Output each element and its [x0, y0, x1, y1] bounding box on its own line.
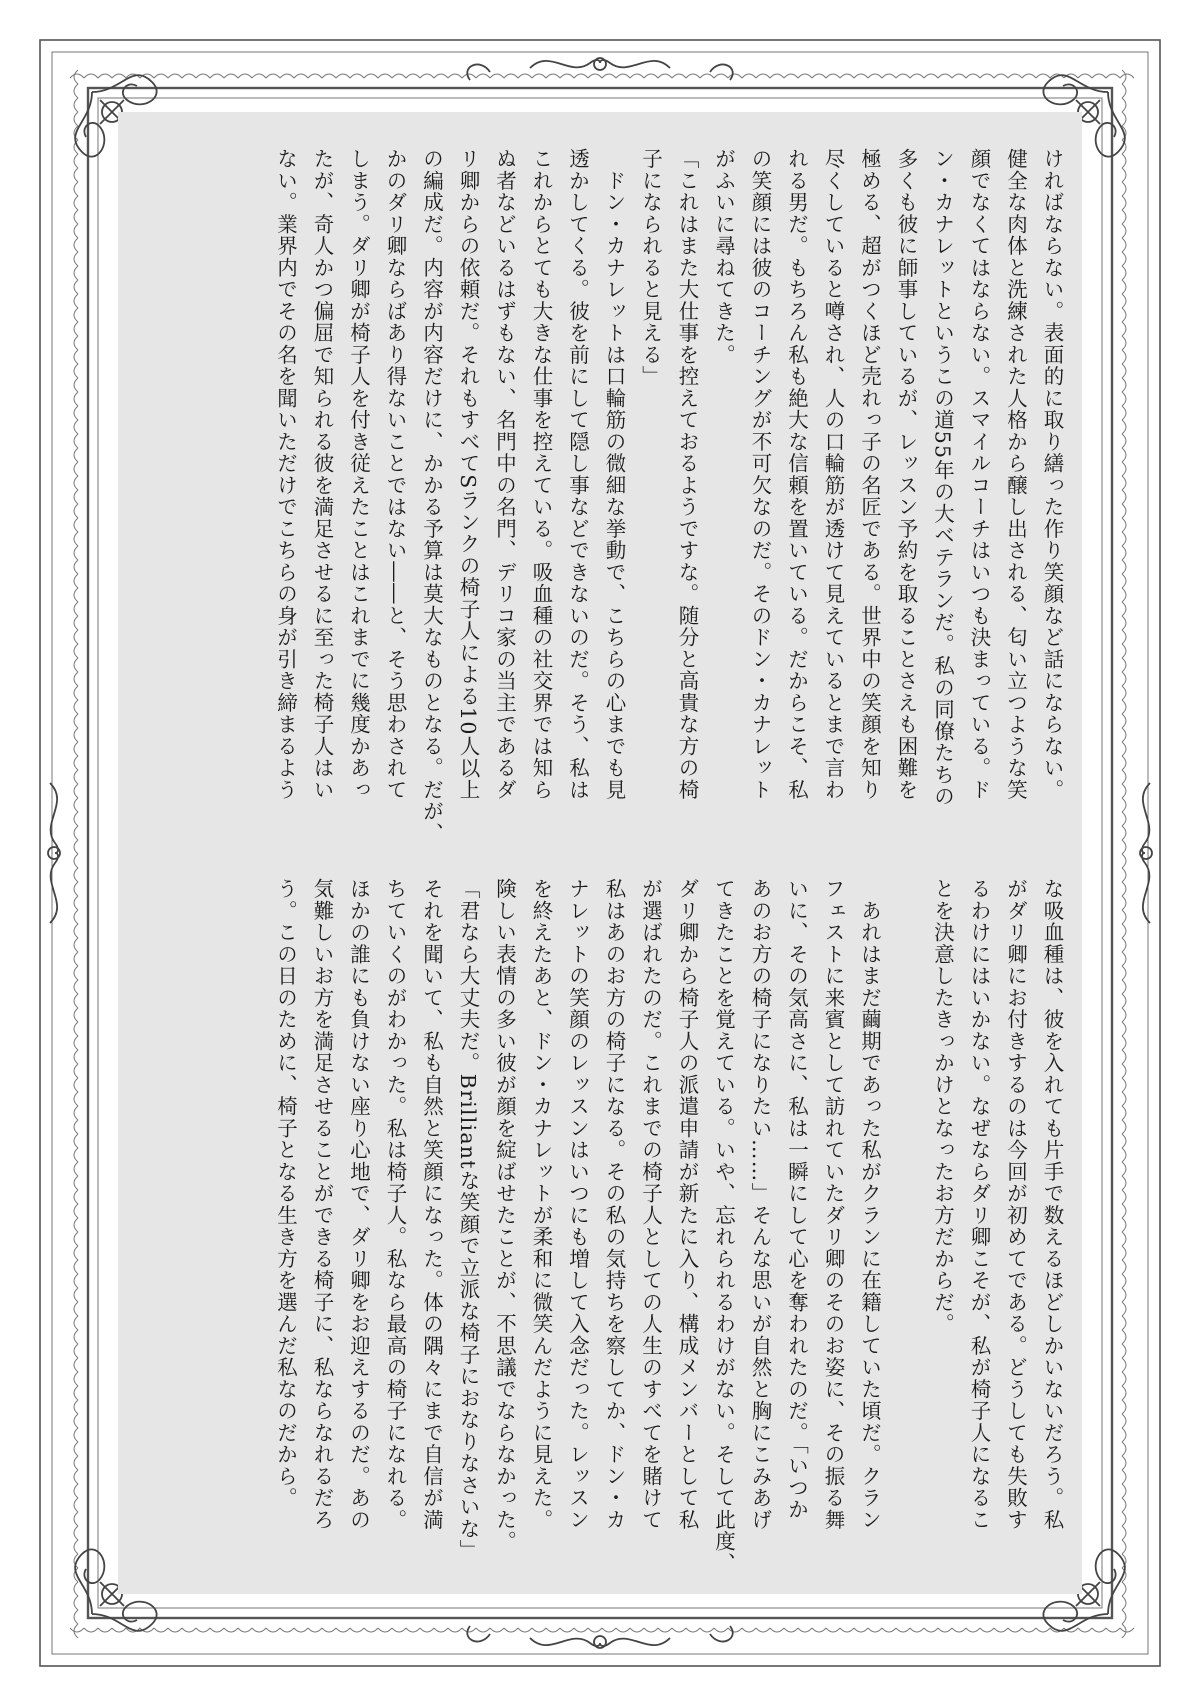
upper-text-line: 極める、超がつくほど売れっ子の名匠である。世界中の笑顔を知り [857, 148, 882, 801]
lower-text-line: な吸血種は、彼を入れても片手で数えるほどしかいないだろう。私 [1040, 878, 1064, 1531]
upper-text-line: 子になられると見える」 [638, 148, 663, 388]
upper-text-column-block [130, 148, 1070, 844]
upper-text-line: リ卿からの依頼だ。それもすべてSランクの椅子人による10人以上 [456, 148, 480, 801]
lower-text-line: 険しい表情の多い彼が顔を綻ばせたことが、不思議でならなかった。 [492, 878, 517, 1553]
lower-text-line: あのお方の椅子になりたい……」そんな思いが自然と胸にこみあげ [748, 878, 772, 1531]
upper-text-line: ぬ者などいるはずもない、名門中の名門、デリコ家の当主であるダ [492, 148, 517, 801]
upper-text-line: れる男だ。もちろん私も絶大な信頼を置いている。だからこそ、私 [784, 148, 809, 801]
lower-text-line: 「君なら大丈夫だ。Brilliantな笑顔で立派な椅子におなりなさいな」 [456, 878, 480, 1562]
lower-text-line: それを聞いて、私も自然と笑顔になった。体の隅々にまで自信が満 [419, 878, 444, 1531]
lower-text-line [888, 878, 925, 1564]
upper-text-line: 顔でなくてはならない。スマイルコーチはいつも決まっている。ド [967, 148, 991, 801]
lower-text-line: ほかの誰にも負けない座り心地で、ダリ卿をお迎えするのだ。あの [346, 878, 371, 1531]
upper-text-line: ければならない。表面的に取り繕った作り笑顔など話にならない。 [1040, 148, 1064, 801]
lower-text-line: う。この日のために、椅子となる生き方を選んだ私なのだから。 [273, 878, 298, 1509]
lower-text-line: ちていくのがわかった。私は椅子人。私なら最高の椅子になれる。 [383, 878, 407, 1531]
upper-text-line: ドン・カナレットは口輪筋の微細な挙動で、こちらの心までも見 [602, 148, 626, 801]
lower-text-line: がダリ卿にお付きするのは今回が初めてである。どうしても失敗す [1003, 878, 1028, 1531]
lower-text-line: が選ばれたのだ。これまでの椅子人としての人生のすべてを賭けて [638, 878, 663, 1531]
lower-text-line: るわけにはいかない。なぜならダリ卿こそが、私が椅子人になるこ [967, 878, 991, 1531]
upper-text-line: 尽くしていると噂され、人の口輪筋が透けて見えているとまで言わ [821, 148, 845, 801]
upper-text-line: たが、奇人かつ偏屈で知られる彼を満足させるに至った椅子人はい [310, 148, 334, 801]
upper-text-line: かのダリ卿ならばあり得ないことではない――と、そう思わされて [383, 148, 407, 801]
upper-text-line: 透かしてくる。彼を前にして隠し事などできないのだ。そう、私は [565, 148, 590, 801]
upper-text-line: の笑顔には彼のコーチングが不可欠なのだ。そのドン・カナレット [748, 148, 772, 801]
text-panel [118, 112, 1082, 1594]
lower-text-line: とを決意したきっかけとなったお方だからだ。 [930, 878, 955, 1335]
upper-text-line: 健全な肉体と洗練された人格から醸し出される、匂い立つような笑 [1003, 148, 1028, 801]
upper-text-line: 多くも彼に師事しているが、レッスン予約を取ることさえも困難を [894, 148, 918, 801]
lower-text-line: 気難しいお方を満足させることができる椅子に、私ならなれるだろ [310, 878, 334, 1531]
lower-text-line: 私はあのお方の椅子になる。その私の気持ちを察してか、ドン・カ [602, 878, 626, 1531]
lower-text-line: ナレットの笑顔のレッスンはいつにも増して入念だった。レッスン [565, 878, 590, 1531]
lower-text-line: あれはまだ繭期であった私がクランに在籍していた頃だ。クラン [857, 878, 882, 1531]
upper-text-line: の編成だ。内容が内容だけに、かかる予算は莫大なものとなる。だが、 [419, 148, 444, 844]
upper-text-line: ン・カナレットというこの道55年の大ベテランだ。私の同僚たちの [930, 148, 955, 808]
lower-text-line: フェストに来賓として訪れていたダリ卿のそのお姿に、その振る舞 [821, 878, 845, 1531]
lower-text-line: を終えたあと、ドン・カナレットが柔和に微笑んだように見えた。 [529, 878, 553, 1531]
upper-text-line: がふいに尋ねてきた。 [711, 148, 736, 366]
upper-text-line: ない。業界内でその名を聞いただけでこちらの身が引き締まるよう [273, 148, 298, 801]
lower-text-line: いに、その気高さに、私は一瞬にして心を奪われたのだ。「いつか [784, 878, 809, 1521]
lower-text-column-block [130, 878, 1070, 1574]
lower-text-line: てきたことを覚えている。いや、忘れられるわけがない。そして此度、 [711, 878, 736, 1574]
upper-text-line: しまう。ダリ卿が椅子人を付き従えたことはこれまでに幾度かあっ [346, 148, 371, 801]
lower-text-line: ダリ卿から椅子人の派遣申請が新たに入り、構成メンバーとして私 [675, 878, 699, 1531]
upper-text-line: これからとても大きな仕事を控えている。吸血種の社交界では知ら [529, 148, 553, 801]
upper-text-line: 「これはまた大仕事を控えておるようですな。随分と高貴な方の椅 [675, 148, 699, 801]
